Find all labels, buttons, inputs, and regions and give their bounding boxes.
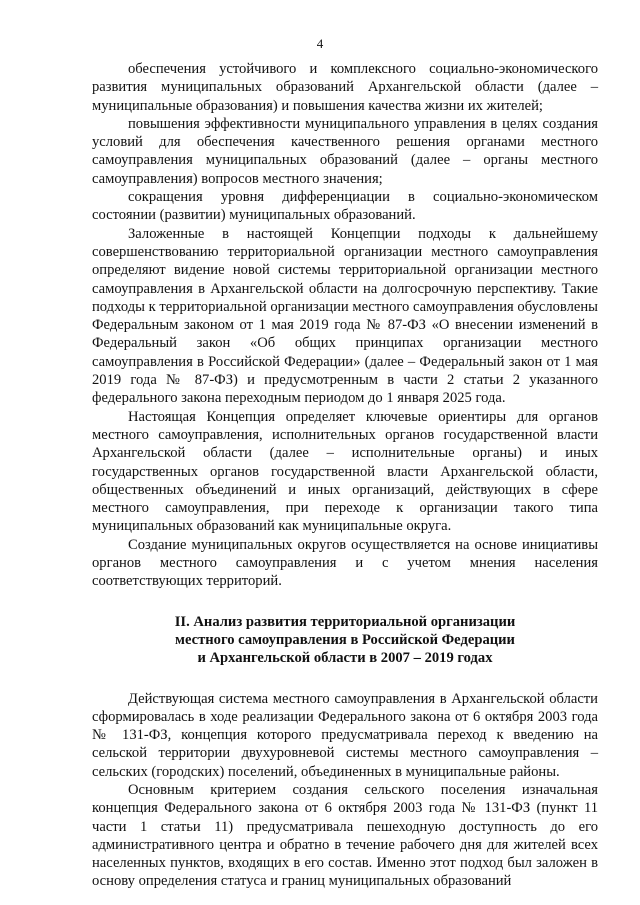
paragraph: Действующая система местного самоуправления в Архангельской области сформировалась в ходе реализации Федерального закона от 6 октября 2003 года № 131-ФЗ, концепция которого предусматривала переход к введению на сельской территории двухуровневой системы местного самоуправления – сельских (городских) поселений, объединенных в муниципальные районы.	[92, 690, 598, 780]
paragraph: Заложенные в настоящей Концепции подходы к дальнейшему совершенствованию территориальной организации местного самоуправления определяют видение новой системы территориальной организации местного самоуправления в Архангельской области на долгосрочную перспективу. Такие подходы к территориальной организации местного самоуправления обусловлены Федеральным законом от 1 мая 2019 года № 87-ФЗ «О внесении изменений в Федеральный закон «Об общих принципах организации местного самоуправления в Российской Федерации» (далее – Федеральный закон от 1 мая 2019 года № 87-ФЗ) и предусмотренным в части 2 статьи 2 указанного федерального закона переходным периодом до 1 января 2025 года.	[92, 225, 598, 407]
paragraph: сокращения уровня дифференциации в социально-экономическом состоянии (развитии) муниципальных образований.	[92, 189, 598, 224]
paragraph: Основным критерием создания сельского поселения изначальная концепция Федерального закона от 6 октября 2003 года № 131-ФЗ (пункт 11 части 1 статьи 11) предусматривала пешеходную доступность до его административного центра и обратно в течение рабочего дня для жителей всех населенных пунктов, входящих в его состав. Именно этот подход был заложен в основу определения статуса и границ муниципальных образований	[92, 781, 598, 890]
paragraph: повышения эффективности муниципального управления в целях создания условий для обеспечения качественного решения органами местного самоуправления муниципальных образований (далее – органы местного самоуправления) вопросов местного значения;	[92, 115, 598, 187]
paragraph: обеспечения устойчивого и комплексного социально-экономического развития муниципальных образований Архангельской области (далее – муниципальные образования) и повышения качества жизни их жителей;	[92, 61, 598, 114]
document-body	[92, 60, 598, 891]
section-heading-line: местного самоуправления в Российской Федерации	[175, 631, 515, 648]
page-number: 4	[316, 36, 324, 51]
section-heading-line: II. Анализ развития территориальной организации	[174, 613, 516, 630]
section-heading	[92, 613, 598, 668]
paragraph: Настоящая Концепция определяет ключевые ориентиры для органов местного самоуправления, исполнительных органов государственной власти Архангельской области (далее – исполнительные органы) и иных государственных органов государственной власти Архангельской области, общественных объединений и иных организаций, действующих в сфере местного самоуправления, при переходе к организации такого типа муниципальных образований как муниципальные округа.	[92, 408, 598, 535]
section-heading-line: и Архангельской области в 2007 – 2019 годах	[197, 650, 493, 667]
paragraph: Создание муниципальных округов осуществляется на основе инициативы органов местного самоуправления и с учетом мнения населения соответствующих территорий.	[92, 536, 598, 590]
